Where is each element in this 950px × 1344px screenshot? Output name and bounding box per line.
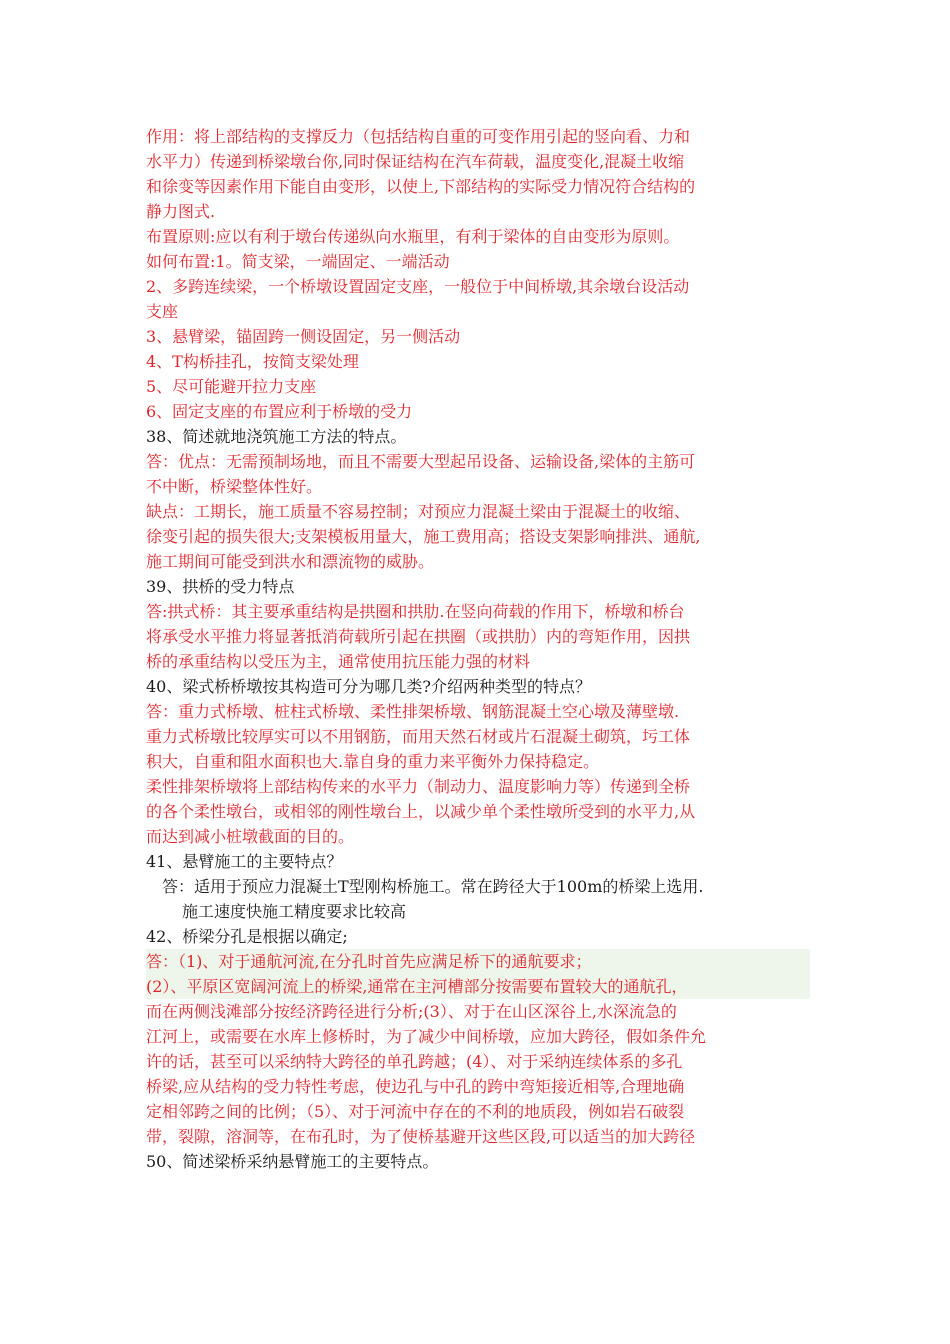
answer-line: 积大，自重和阻水面积也大.靠自身的重力来平衡外力保持稳定。: [146, 752, 600, 771]
answer-line: 答:拱式桥：其主要承重结构是拱圈和拱肋.在竖向荷载的作用下，桥墩和桥台: [146, 602, 685, 621]
answer-line: 6、固定支座的布置应利于桥墩的受力: [146, 402, 413, 421]
document-body: [146, 124, 810, 1174]
answer-line: 将承受水平推力将显著抵消荷载所引起在拱圈（或拱肋）内的弯矩作用，因拱: [146, 627, 691, 646]
question-line: 答：适用于预应力混凝土T型刚构桥施工。常在跨径大于100m的桥梁上选用.: [162, 877, 704, 896]
question-line: 40、梁式桥桥墩按其构造可分为哪几类?介绍两种类型的特点？: [146, 677, 591, 696]
question-line: 施工速度快施工精度要求比较高: [182, 902, 407, 921]
answer-line: 施工期间可能受到洪水和漂流物的威胁。: [146, 552, 435, 571]
question-line: 38、简述就地浇筑施工方法的特点。: [146, 427, 407, 446]
question-line: 50、简述梁桥采纳悬臂施工的主要特点。: [146, 1152, 439, 1171]
answer-line: 而达到减小桩墩截面的目的。: [146, 827, 355, 846]
answer-line: 5、尽可能避开拉力支座: [146, 377, 317, 396]
answer-line: 4、T构桥挂孔，按简支梁处理: [146, 352, 359, 371]
answer-line: 2、多跨连续梁，一个桥墩设置固定支座，一般位于中间桥墩,其余墩台设活动: [146, 277, 690, 296]
answer-line: 和徐变等因素作用下能自由变形，以使上,下部结构的实际受力情况符合结构的: [146, 177, 696, 196]
answer-line: 支座: [146, 302, 179, 321]
answer-line: 柔性排架桥墩将上部结构传来的水平力（制动力、温度影响力等）传递到全桥: [146, 777, 691, 796]
question-line: 41、悬臂施工的主要特点？: [146, 852, 343, 871]
answer-line: (2）、平原区宽阔河流上的桥梁,通常在主河槽部分按需要布置较大的通航孔，: [146, 974, 810, 999]
answer-line: 带，裂隙，溶洞等，在布孔时，为了使桥基避开这些区段,可以适当的加大跨径: [146, 1127, 696, 1146]
answer-line: 重力式桥墩比较厚实可以不用钢筋，而用天然石材或片石混凝土砌筑，圬工体: [146, 727, 691, 746]
answer-line: 江河上，或需要在水库上修桥时，为了减少中间桥墩，应加大跨径，假如条件允: [146, 1027, 707, 1046]
answer-line: 的各个柔性墩台，或相邻的刚性墩台上，以减少单个柔性墩所受到的水平力,从: [146, 802, 696, 821]
answer-line: 定相邻跨之间的比例；（5）、对于河流中存在的不利的地质段，例如岩石破裂: [146, 1102, 685, 1121]
answer-line: 静力图式.: [146, 202, 216, 221]
answer-line: 徐变引起的损失很大;支架模板用量大，施工费用高；搭设支架影响排洪、通航,: [146, 527, 701, 546]
answer-line: 缺点：工期长，施工质量不容易控制；对预应力混凝土梁由于混凝土的收缩、: [146, 502, 691, 521]
answer-line: 不中断，桥梁整体性好。: [146, 477, 323, 496]
answer-line: 答：（1)、对于通航河流,在分孔时首先应满足桥下的通航要求；: [146, 949, 810, 974]
answer-line: 水平力）传递到桥梁墩台你,同时保证结构在汽车荷载，温度变化,混凝土收缩: [146, 152, 685, 171]
answer-line: 桥梁,应从结构的受力特性考虑，使边孔与中孔的跨中弯矩接近相等,合理地确: [146, 1077, 685, 1096]
answer-line: 答：重力式桥墩、桩柱式桥墩、柔性排架桥墩、钢筋混凝土空心墩及薄壁墩.: [146, 702, 680, 721]
answer-line: 布置原则:应以有利于墩台传递纵向水瓶里，有利于梁体的自由变形为原则。: [146, 227, 680, 246]
answer-line: 如何布置:1。简支梁，一端固定、一端活动: [146, 252, 450, 271]
answer-line: 作用：将上部结构的支撑反力（包括结构自重的可变作用引起的竖向看、力和: [146, 127, 691, 146]
question-line: 42、桥梁分孔是根据以确定;: [146, 927, 348, 946]
answer-line: 而在两侧浅滩部分按经济跨径进行分析;(3）、对于在山区深谷上,水深流急的: [146, 1002, 677, 1021]
answer-line: 答：优点：无需预制场地，而且不需要大型起吊设备、运输设备,梁体的主筋可: [146, 452, 696, 471]
answer-line: 3、悬臂梁，锚固跨一侧设固定，另一侧活动: [146, 327, 461, 346]
answer-line: 桥的承重结构以受压为主，通常使用抗压能力强的材料: [146, 652, 531, 671]
question-line: 39、拱桥的受力特点: [146, 577, 295, 596]
answer-line: 许的话，甚至可以采纳特大跨径的单孔跨越；(4）、对于采纳连续体系的多孔: [146, 1052, 683, 1071]
